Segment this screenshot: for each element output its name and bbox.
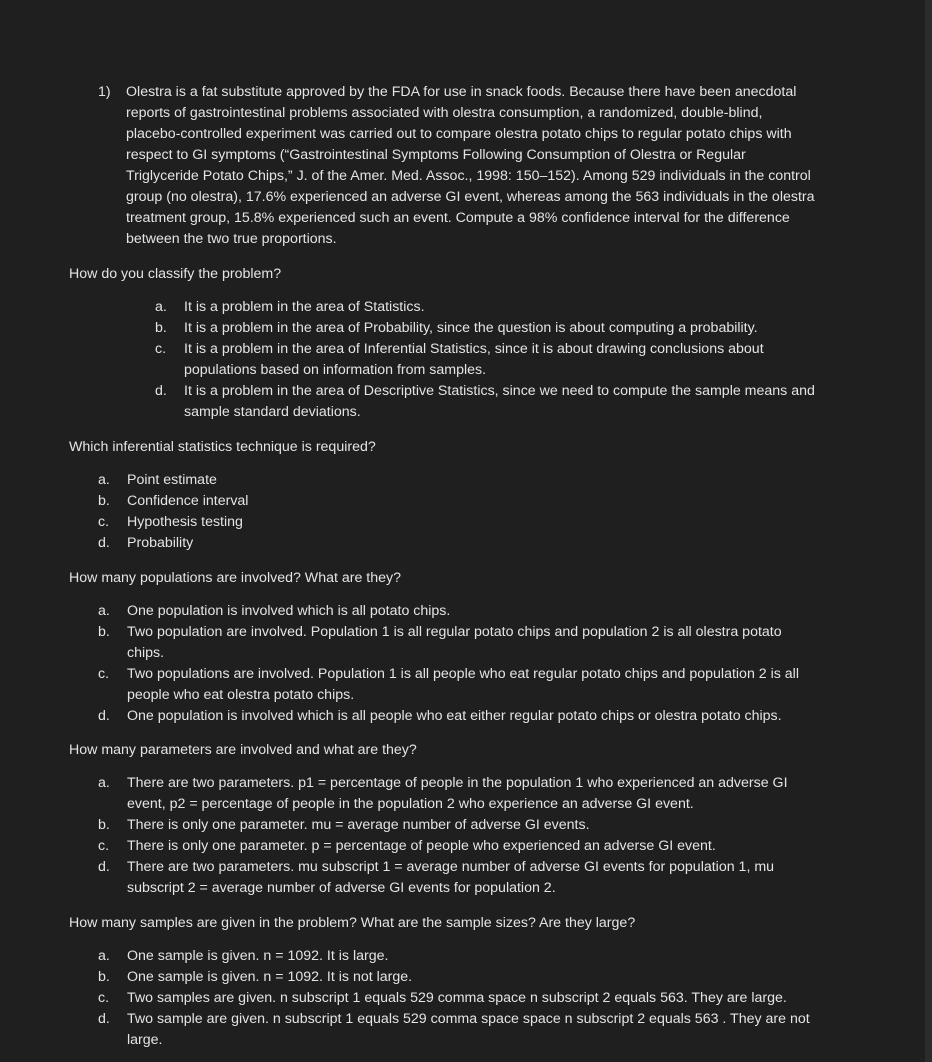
question-prompt: How do you classify the problem?: [69, 266, 282, 282]
options-parameters: [98, 773, 818, 899]
option-d: [98, 857, 818, 899]
option-c: [98, 664, 818, 706]
option-text: Probability: [127, 535, 194, 551]
option-letter: c.: [155, 341, 167, 357]
option-text: There are two parameters. mu subscript 1 = average number of adverse GI events for population 1, mu subscript 2 = average number of adverse GI events for population 2.: [127, 859, 775, 896]
question-populations: [69, 568, 829, 589]
option-text: There is only one parameter. p = percentage of people who experienced an adverse GI event.: [127, 838, 716, 854]
option-text: Two samples are given. n subscript 1 equals 529 comma space n subscript 2 equals 563. They are large.: [127, 990, 787, 1006]
option-letter: b.: [98, 624, 110, 640]
option-letter: a.: [98, 603, 110, 619]
option-letter: d.: [98, 708, 110, 724]
option-b: [98, 815, 818, 836]
option-c: [98, 512, 818, 533]
option-a: [98, 946, 818, 967]
option-letter: b.: [98, 493, 110, 509]
option-text: Two sample are given. n subscript 1 equals 529 comma space space n subscript 2 equals 563 . They are not large.: [127, 1011, 810, 1048]
option-b: [98, 622, 818, 664]
option-a: [98, 773, 818, 815]
option-text: There are two parameters. p1 = percentage of people in the population 1 who experienced an adverse GI event, p2 = percentage of people in the population 2 who experience an adverse GI event.: [127, 775, 788, 812]
option-letter: b.: [98, 817, 110, 833]
option-letter: a.: [155, 299, 167, 315]
option-b: [155, 318, 815, 339]
question-parameters: [69, 740, 829, 761]
problem-statement: [98, 82, 818, 250]
question-classify: [69, 264, 829, 285]
option-text: Hypothesis testing: [127, 514, 243, 530]
option-letter: d.: [98, 859, 110, 875]
option-text: One sample is given. n = 1092. It is large.: [127, 948, 389, 964]
option-letter: c.: [98, 514, 110, 530]
options-samples: [98, 946, 818, 1051]
option-text: One population is involved which is all people who eat either regular potato chips or olestra potato chips.: [127, 708, 782, 724]
option-text: Two population are involved. Population 1 is all regular potato chips and population 2 is all olestra potato chips.: [127, 624, 782, 661]
option-d: [98, 533, 818, 554]
option-text: One population is involved which is all potato chips.: [127, 603, 451, 619]
option-c: [98, 988, 818, 1009]
option-letter: c.: [98, 838, 110, 854]
option-c: [155, 339, 815, 381]
options-populations: [98, 601, 818, 727]
option-text: It is a problem in the area of Inferential Statistics, since it is about drawing conclusions about populations based on information from samples.: [184, 341, 764, 378]
question-prompt: How many samples are given in the problem? What are the sample sizes? Are they large?: [69, 915, 636, 931]
option-text: There is only one parameter. mu = average number of adverse GI events.: [127, 817, 590, 833]
scrollbar-track[interactable]: [925, 0, 932, 1062]
option-a: [155, 297, 815, 318]
problem-text: Olestra is a fat substitute approved by the FDA for use in snack foods. Because there have been anecdotal reports of gastrointestinal problems associated with olestra consumption, a randomized, double-blind, placebo-controlled experiment was carried out to compare olestra potato chips to regular potato chips with respect to GI symptoms (“Gastrointestinal Symptoms Following Consumption of Olestra or Regular Triglyceride Potato Chips,” J. of the Amer. Med. Assoc., 1998: 150–152). Among 529 individuals in the control group (no olestra), 17.6% experienced an adverse GI event, whereas among the 563 individuals in the olestra treatment group, 15.8% experienced such an event. Compute a 98% confidence interval for the difference between the two true proportions.: [126, 84, 815, 247]
option-letter: d.: [98, 1011, 110, 1027]
option-text: Confidence interval: [127, 493, 249, 509]
question-prompt: How many parameters are involved and what are they?: [69, 742, 417, 758]
question-samples: [69, 913, 829, 934]
option-a: [98, 470, 818, 491]
option-letter: b.: [98, 969, 110, 985]
option-letter: c.: [98, 666, 110, 682]
option-c: [98, 836, 818, 857]
option-text: It is a problem in the area of Probability, since the question is about computing a probability.: [184, 320, 758, 336]
option-letter: a.: [98, 472, 110, 488]
option-d: [155, 381, 815, 423]
option-letter: c.: [98, 990, 110, 1006]
option-text: It is a problem in the area of Descriptive Statistics, since we need to compute the sample means and sample standard deviations.: [184, 383, 815, 420]
options-classify: [155, 297, 815, 423]
option-letter: b.: [155, 320, 167, 336]
option-text: One sample is given. n = 1092. It is not large.: [127, 969, 413, 985]
option-letter: d.: [98, 535, 110, 551]
option-letter: a.: [98, 948, 110, 964]
option-b: [98, 967, 818, 988]
question-prompt: How many populations are involved? What are they?: [69, 570, 402, 586]
option-letter: a.: [98, 775, 110, 791]
option-b: [98, 491, 818, 512]
option-text: Point estimate: [127, 472, 217, 488]
question-prompt: Which inferential statistics technique is required?: [69, 439, 376, 455]
question-technique: [69, 437, 829, 458]
option-d: [98, 706, 818, 727]
option-text: Two populations are involved. Population 1 is all people who eat regular potato chips and population 2 is all people who eat olestra potato chips.: [127, 666, 799, 703]
problem-number: 1): [98, 84, 111, 100]
option-a: [98, 601, 818, 622]
option-letter: d.: [155, 383, 167, 399]
option-text: It is a problem in the area of Statistics.: [184, 299, 425, 315]
option-d: [98, 1009, 818, 1051]
options-technique: [98, 470, 818, 554]
